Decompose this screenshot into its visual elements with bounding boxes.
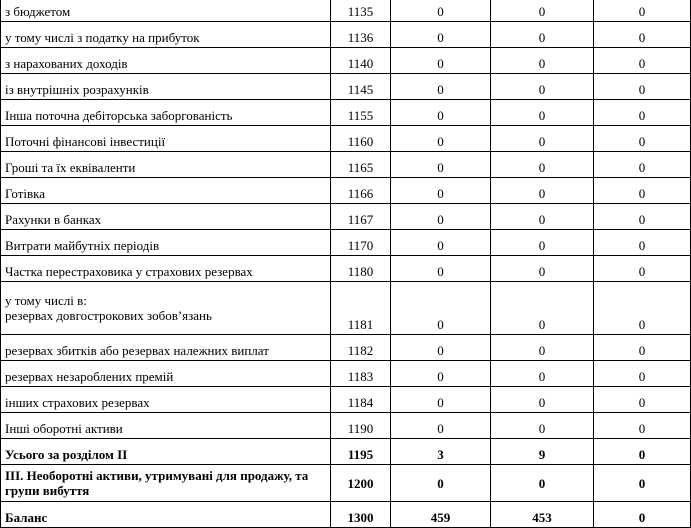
row-name-line-2: резервах довгострокових зобов’язань <box>5 308 212 323</box>
row-value-2: 0 <box>491 48 594 74</box>
row-name: резервах збитків або резервах належних виплат <box>1 335 331 361</box>
row-name: Витрати майбутніх періодів <box>1 230 331 256</box>
table-row <box>1 22 691 48</box>
row-value-1: 0 <box>391 178 491 204</box>
table-row <box>1 282 691 335</box>
table-row <box>1 413 691 439</box>
row-value-1: 0 <box>391 413 491 439</box>
row-value-2: 0 <box>491 256 594 282</box>
row-value-3: 0 <box>594 335 691 361</box>
row-value-1: 0 <box>391 361 491 387</box>
row-value-2: 0 <box>491 100 594 126</box>
row-value-1: 0 <box>391 152 491 178</box>
row-code: 1167 <box>331 204 391 230</box>
row-value-2: 0 <box>491 126 594 152</box>
row-code: 1182 <box>331 335 391 361</box>
row-name: з бюджетом <box>1 0 331 22</box>
row-value-2: 0 <box>491 0 594 22</box>
row-value-2: 9 <box>491 439 594 465</box>
table-row <box>1 230 691 256</box>
row-value-2: 0 <box>491 178 594 204</box>
row-value-3: 0 <box>594 361 691 387</box>
row-code: 1190 <box>331 413 391 439</box>
row-code: 1184 <box>331 387 391 413</box>
row-code: 1140 <box>331 48 391 74</box>
row-value-2: 453 <box>491 502 594 528</box>
row-name: Рахунки в банках <box>1 204 331 230</box>
table-row <box>1 335 691 361</box>
row-value-1: 0 <box>391 100 491 126</box>
row-value-3: 0 <box>594 256 691 282</box>
row-name: Баланс <box>1 502 331 528</box>
row-code: 1145 <box>331 74 391 100</box>
row-value-1: 0 <box>391 74 491 100</box>
row-value-3: 0 <box>594 126 691 152</box>
row-value-3: 0 <box>594 387 691 413</box>
row-value-3: 0 <box>594 152 691 178</box>
row-code: 1165 <box>331 152 391 178</box>
table-row <box>1 439 691 465</box>
row-name-line-1: у тому числі в: <box>5 293 87 308</box>
row-name: Інша поточна дебіторська заборгованість <box>1 100 331 126</box>
row-code: 1180 <box>331 256 391 282</box>
row-name: у тому числі з податку на прибуток <box>1 22 331 48</box>
row-code: 1135 <box>331 0 391 22</box>
row-value-3: 0 <box>594 413 691 439</box>
table-row <box>1 126 691 152</box>
row-code: 1195 <box>331 439 391 465</box>
row-value-1: 0 <box>391 335 491 361</box>
table-row <box>1 502 691 528</box>
row-value-1: 0 <box>391 0 491 22</box>
row-value-1: 0 <box>391 204 491 230</box>
row-code: 1136 <box>331 22 391 48</box>
row-value-3: 0 <box>594 502 691 528</box>
row-value-3: 0 <box>594 204 691 230</box>
row-value-2: 0 <box>491 282 594 335</box>
row-value-3: 0 <box>594 465 691 502</box>
row-value-1: 0 <box>391 126 491 152</box>
row-code: 1160 <box>331 126 391 152</box>
row-name: Поточні фінансові інвестиції <box>1 126 331 152</box>
row-value-2: 0 <box>491 465 594 502</box>
row-name <box>1 282 331 335</box>
row-value-2: 0 <box>491 413 594 439</box>
row-value-1: 0 <box>391 22 491 48</box>
row-value-3: 0 <box>594 22 691 48</box>
row-value-1: 0 <box>391 256 491 282</box>
row-code: 1181 <box>331 282 391 335</box>
row-value-2: 0 <box>491 361 594 387</box>
table-row <box>1 204 691 230</box>
row-code: 1200 <box>331 465 391 502</box>
table-row <box>1 0 691 22</box>
row-value-3: 0 <box>594 230 691 256</box>
row-code: 1155 <box>331 100 391 126</box>
row-value-1: 0 <box>391 48 491 74</box>
row-value-1: 459 <box>391 502 491 528</box>
table-row <box>1 178 691 204</box>
row-value-2: 0 <box>491 387 594 413</box>
row-value-2: 0 <box>491 335 594 361</box>
row-code: 1166 <box>331 178 391 204</box>
table-row <box>1 387 691 413</box>
row-value-3: 0 <box>594 0 691 22</box>
table-row <box>1 100 691 126</box>
row-value-2: 0 <box>491 204 594 230</box>
row-name: ІІІ. Необоротні активи, утримувані для продажу, та групи вибуття <box>1 465 331 502</box>
row-value-1: 0 <box>391 230 491 256</box>
table-row <box>1 48 691 74</box>
row-name: Інші оборотні активи <box>1 413 331 439</box>
row-code: 1300 <box>331 502 391 528</box>
row-code: 1183 <box>331 361 391 387</box>
table-row <box>1 361 691 387</box>
row-value-3: 0 <box>594 48 691 74</box>
table-row <box>1 256 691 282</box>
row-value-3: 0 <box>594 439 691 465</box>
row-value-3: 0 <box>594 282 691 335</box>
row-value-2: 0 <box>491 230 594 256</box>
row-name: резервах незароблених премій <box>1 361 331 387</box>
row-name: Усього за розділом II <box>1 439 331 465</box>
row-value-1: 0 <box>391 465 491 502</box>
row-name: із внутрішніх розрахунків <box>1 74 331 100</box>
row-name: Готівка <box>1 178 331 204</box>
row-value-2: 0 <box>491 74 594 100</box>
row-value-3: 0 <box>594 100 691 126</box>
row-value-1: 3 <box>391 439 491 465</box>
table-row <box>1 74 691 100</box>
row-name: інших страхових резервах <box>1 387 331 413</box>
row-value-3: 0 <box>594 178 691 204</box>
row-name: Гроші та їх еквіваленти <box>1 152 331 178</box>
row-value-1: 0 <box>391 387 491 413</box>
row-value-3: 0 <box>594 74 691 100</box>
row-value-2: 0 <box>491 22 594 48</box>
row-code: 1170 <box>331 230 391 256</box>
table-row <box>1 152 691 178</box>
row-value-2: 0 <box>491 152 594 178</box>
row-value-1: 0 <box>391 282 491 335</box>
row-name: з нарахованих доходів <box>1 48 331 74</box>
row-name: Частка перестраховика у страхових резервах <box>1 256 331 282</box>
